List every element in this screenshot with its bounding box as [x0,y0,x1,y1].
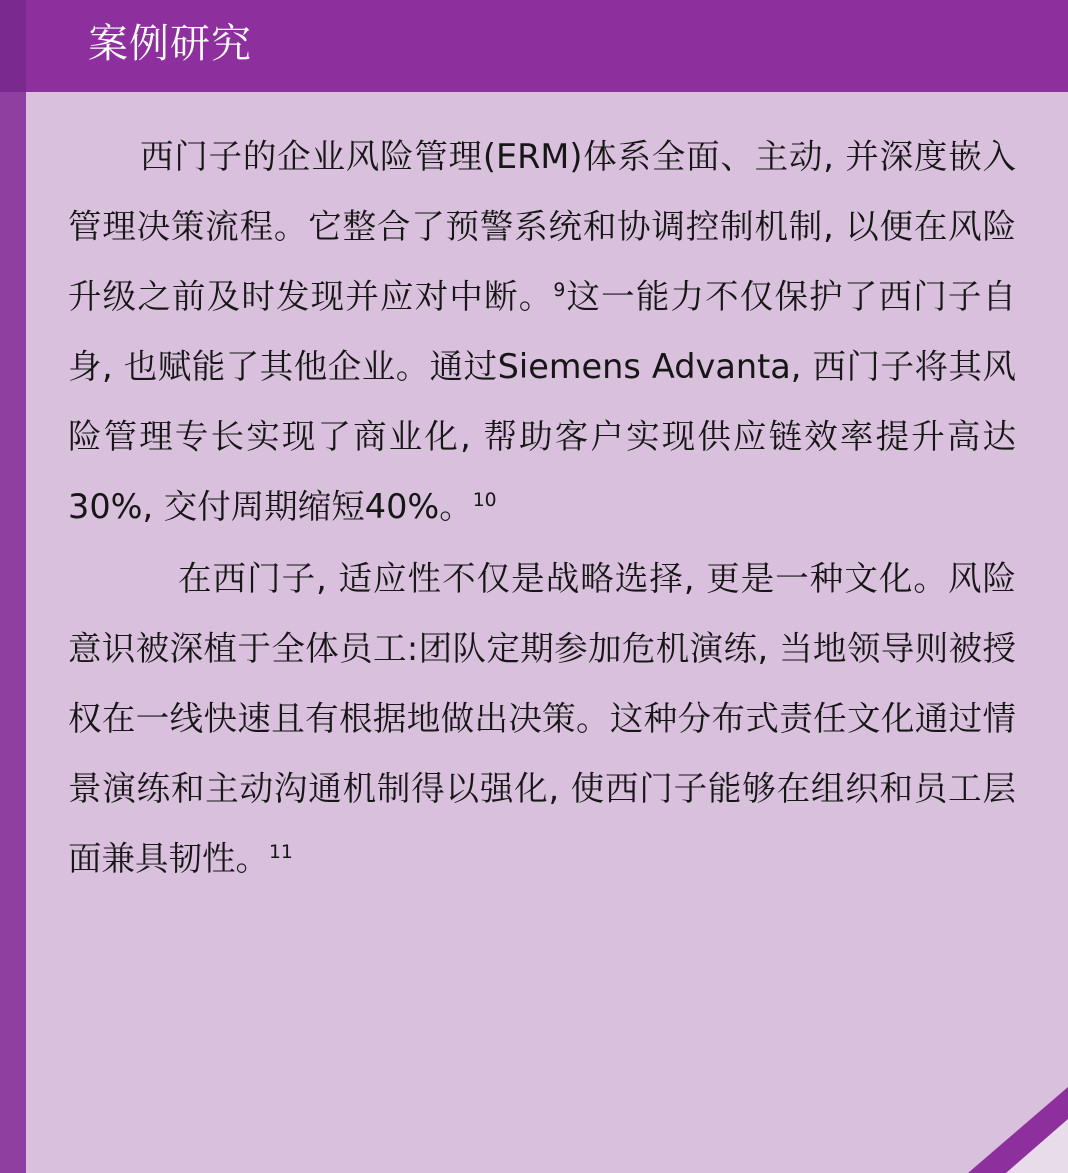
page-title: 案例研究 [88,21,252,67]
card-header-band [26,0,1068,92]
paragraph-1-footnote-ref-10: 10 [472,489,497,511]
paragraph-1 [68,122,1016,542]
paragraph-1-text-part-2: 这一能力不仅保护了西门子自身, 也赋能了其他企业。通过Siemens Advanta, 西门子将其风险管理专长实现了商业化, 帮助客户实现供应链效率提升高达30%, 交付周期缩短40%。 [68,277,1017,526]
paragraph-2-text: 在西门子, 适应性不仅是战略选择, 更是一种文化。风险意识被深植于全体员工:团队定期参加危机演练, 当地领导则被授权在一线快速且有根据地做出决策。这种分布式责任文化通过情景演练和主动沟通机制得以强化, 使西门子能够在组织和员工层面兼具韧性。 [68,559,1016,878]
card-body [26,92,1068,1173]
corner-fold-inner-triangle [1006,1119,1068,1173]
paragraph-2-footnote-ref-11: 11 [269,841,293,863]
left-accent-spine-lower [0,92,26,1173]
paragraph-1-footnote-ref-9: 9 [553,279,566,301]
paragraph-2 [68,544,1016,894]
corner-fold-decoration [968,1087,1068,1173]
paragraph-1-text-part-1: 西门子的企业风险管理(ERM)体系全面、主动, 并深度嵌入管理决策流程。它整合了预警系统和协调控制机制, 以便在风险升级之前及时发现并应对中断。 [68,137,1016,316]
